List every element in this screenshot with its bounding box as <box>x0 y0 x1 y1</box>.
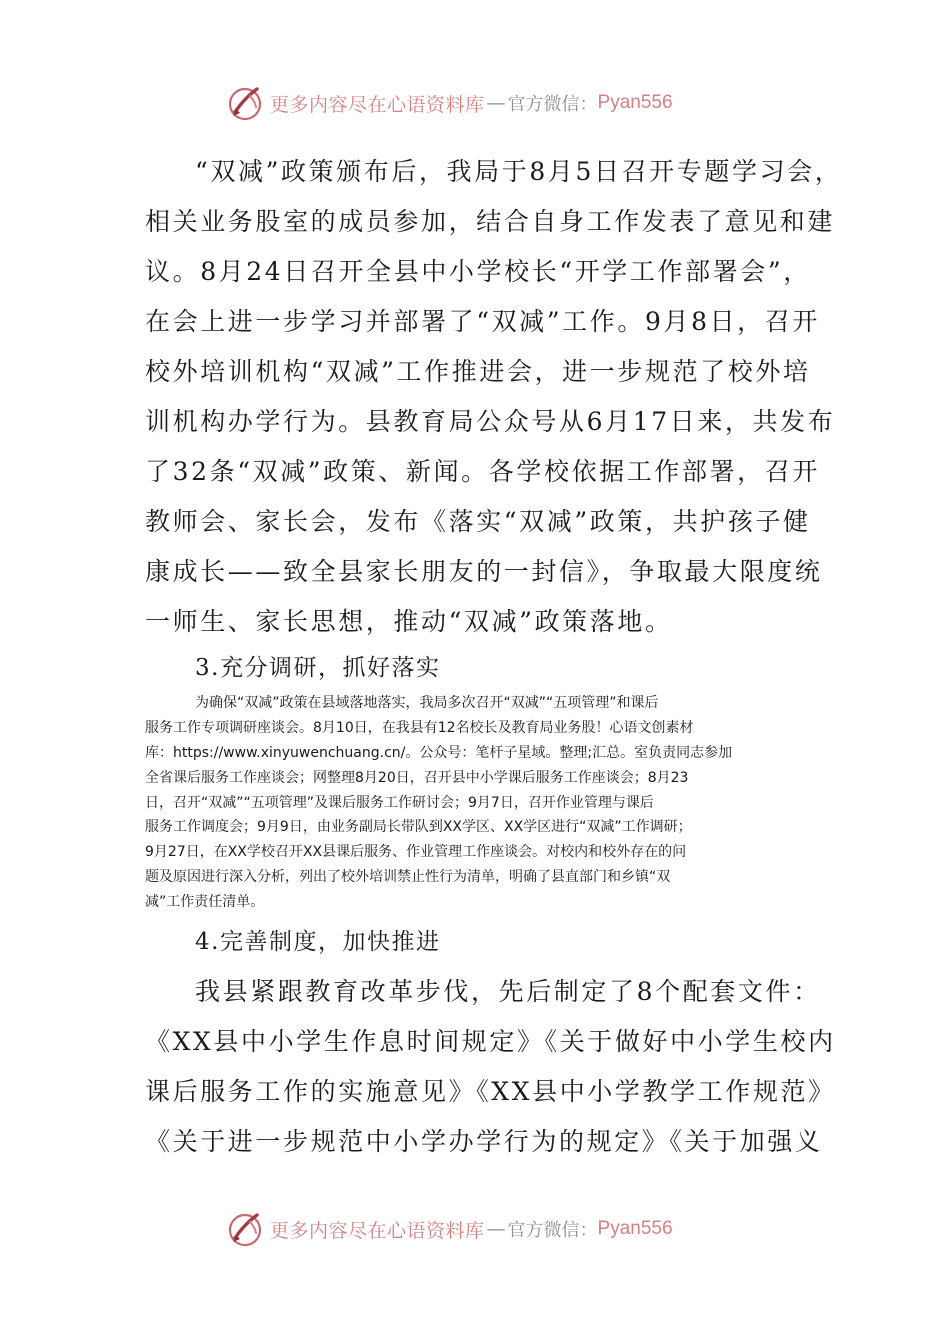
paragraph-3 <box>195 967 875 1017</box>
paragraph-line: 日，召开“双减”“五项管理”及课后服务工作研讨会；9月7日，召开作业管理与课后 <box>145 794 654 811</box>
paragraph-line: 减”工作责任清单。 <box>145 894 265 911</box>
paragraph-2 <box>145 691 825 915</box>
footer-watermark <box>226 1207 673 1251</box>
pen-logo-icon <box>226 83 266 123</box>
header-watermark <box>226 81 673 125</box>
paragraph-line: 《关于进一步规范中小学办学行为的规定》《关于加强义 <box>145 1127 823 1156</box>
watermark-separator: — <box>486 1218 506 1240</box>
paragraph-line: 教师会、家长会，发布《落实“双减”政策，共护孩子健 <box>145 507 811 536</box>
paragraph-line: 库：https://www.xinyuwenchuang.cn/。公众号：笔杆子星域。整理;汇总。室负责同志参加 <box>145 744 733 761</box>
watermark-wechat-id: Pyan556 <box>597 1218 673 1239</box>
paragraph-line: 服务工作专项调研座谈会。8月10日，在我县有12名校长及教育局业务股！心语文创素材 <box>145 719 694 736</box>
paragraph-line: 相关业务股室的成员参加，结合自身工作发表了意见和建 <box>145 207 836 236</box>
paragraph-line: 9月27日，在XX学校召开XX县课后服务、作业管理工作座谈会。对校内和校外存在的问 <box>145 844 687 861</box>
paragraph-line: 训机构办学行为。县教育局公众号从6月17日来，共发布 <box>145 407 836 436</box>
pen-logo-icon <box>226 1209 266 1249</box>
paragraph-line: 康成长——致全县家长朋友的一封信》，争取最大限度统 <box>145 557 823 586</box>
paragraph-1-body <box>145 197 836 647</box>
paragraph-line: 我县紧跟教育改革步伐，先后制定了8个配套文件： <box>195 977 821 1006</box>
watermark-brand-name: 更多内容尽在心语资料库 <box>270 1219 485 1242</box>
paragraph-line: 校外培训机构“双减”工作推进会，进一步规范了校外培 <box>145 357 811 386</box>
watermark-label: 官方微信： <box>507 94 598 115</box>
section-heading-4: 4.完善制度，加快推进 <box>195 929 441 955</box>
paragraph-line: 《XX县中小学生作息时间规定》《关于做好中小学生校内 <box>145 1027 836 1056</box>
paragraph-line: 题及原因进行深入分析，列出了校外培训禁止性行为清单，明确了县直部门和乡镇“双 <box>145 869 671 886</box>
paragraph-line: 了32条“双减”政策、新闻。各学校依据工作部署，召开 <box>145 457 820 486</box>
section-heading-3: 3.充分调研，抓好落实 <box>195 655 441 681</box>
paragraph-line: 一师生、家长思想，推动“双减”政策落地。 <box>145 607 673 636</box>
watermark-wechat-id: Pyan556 <box>597 92 673 113</box>
paragraph-line: 在会上进一步学习并部署了“双减”工作。9月8日，召开 <box>145 307 820 336</box>
paragraph-line: 为确保“双减”政策在县域落地落实，我局多次召开“双减”“五项管理”和课后 <box>195 695 659 711</box>
paragraph-1 <box>195 147 875 197</box>
paragraph-line: 服务工作调度会；9月9日，由业务副局长带队到XX学区、XX学区进行“双减”工作调研； <box>145 819 692 836</box>
paragraph-line: 课后服务工作的实施意见》《XX县中小学教学工作规范》 <box>145 1077 836 1106</box>
watermark-label: 官方微信： <box>507 1220 598 1241</box>
paragraph-line: 全省课后服务工作座谈会；网整理8月20日，召开县中小学课后服务工作座谈会；8月23 <box>145 769 689 786</box>
paragraph-line: 议。8月24日召开全县中小学校长“开学工作部署会”， <box>145 257 811 286</box>
paragraph-line: “双减”政策颁布后，我局于8月5日召开专题学习会， <box>195 157 843 186</box>
watermark-separator: — <box>486 92 506 114</box>
paragraph-3-body <box>145 1017 836 1167</box>
watermark-brand-name: 更多内容尽在心语资料库 <box>270 93 485 116</box>
